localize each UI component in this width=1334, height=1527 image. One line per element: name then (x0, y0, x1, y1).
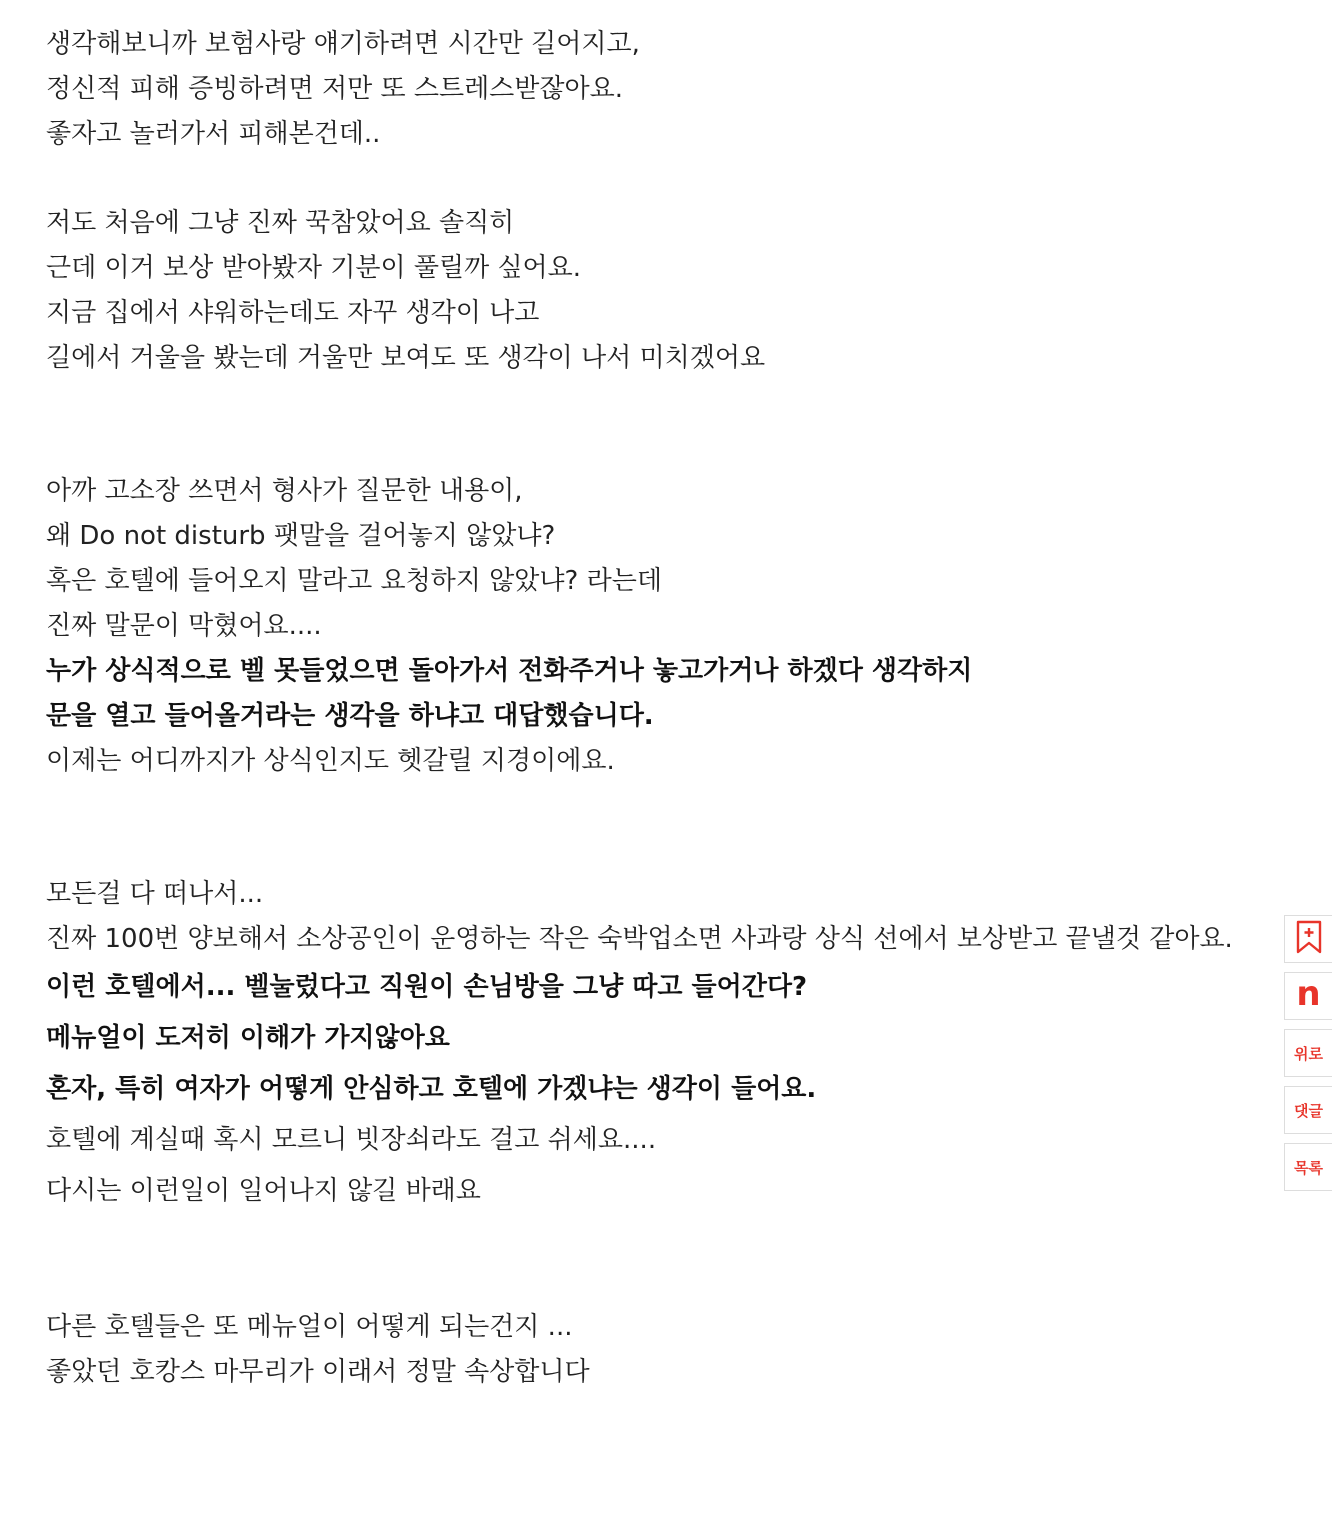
n-button[interactable] (1284, 972, 1332, 1020)
text-line: 생각해보니까 보험사랑 얘기하려면 시간만 길어지고, (46, 29, 640, 59)
text-line: 근데 이거 보상 받아봤자 기분이 풀릴까 싶어요. (46, 253, 582, 283)
bold-text-line: 이런 호텔에서... 벨눌렀다고 직원이 손님방을 그냥 따고 들어간다? (46, 972, 808, 1002)
text-line: 지금 집에서 샤워하는데도 자꾸 생각이 나고 (46, 298, 540, 328)
text-line: 정신적 피해 증빙하려면 저만 또 스트레스받잖아요. (46, 74, 624, 104)
scroll-top-label: 위로 (1294, 1044, 1323, 1063)
bookmark-plus-icon (1295, 920, 1323, 958)
text-line: 호텔에 계실때 혹시 모르니 빗장쇠라도 걸고 쉬세요.... (46, 1125, 657, 1155)
text-line: 아까 고소장 쓰면서 형사가 질문한 내용이, (46, 476, 523, 506)
bold-text-line: 누가 상식적으로 벨 못들었으면 돌아가서 전화주거나 놓고가거나 하겠다 생각하지 (46, 656, 973, 686)
comments-label: 댓글 (1294, 1101, 1323, 1120)
text-line: 진짜 100번 양보해서 소상공인이 운영하는 작은 숙박업소면 사과랑 상식 선에서 보상받고 끝낼것 같아요. (46, 924, 1233, 954)
text-line: 좋았던 호캉스 마무리가 이래서 정말 속상합니다 (46, 1357, 590, 1387)
text-line: 다시는 이런일이 일어나지 않길 바래요 (46, 1176, 481, 1206)
scroll-top-button[interactable] (1284, 1029, 1332, 1077)
bold-text-line: 혼자, 특히 여자가 어떻게 안심하고 호텔에 가겠냐는 생각이 들어요. (46, 1074, 817, 1104)
text-line: 혹은 호텔에 들어오지 말라고 요청하지 않았냐? 라는데 (46, 566, 662, 596)
side-rail (1284, 915, 1334, 1200)
bold-text-line: 문을 열고 들어올거라는 생각을 하냐고 대답했습니다. (46, 701, 654, 731)
text-line: 길에서 거울을 봤는데 거울만 보여도 또 생각이 나서 미치겠어요 (46, 343, 766, 373)
text-line: 좋자고 놀러가서 피해본건데.. (46, 119, 381, 149)
text-line: 다른 호텔들은 또 메뉴얼이 어떻게 되는건지 ... (46, 1312, 573, 1342)
text-line: 모든걸 다 떠나서... (46, 879, 264, 909)
n-logo-icon: n (1296, 974, 1321, 1014)
list-label: 목록 (1294, 1158, 1323, 1177)
list-button[interactable] (1284, 1143, 1332, 1191)
article-body (46, 22, 1276, 1395)
text-line: 저도 처음에 그냥 진짜 꾹참았어요 솔직히 (46, 208, 515, 238)
text-line: 이제는 어디까지가 상식인지도 헷갈릴 지경이에요. (46, 746, 615, 776)
bold-text-line: 메뉴얼이 도저히 이해가 가지않아요 (46, 1023, 450, 1053)
bookmark-button[interactable] (1284, 915, 1332, 963)
text-line: 진짜 말문이 막혔어요.... (46, 611, 322, 641)
comments-button[interactable] (1284, 1086, 1332, 1134)
text-line: 왜 Do not disturb 팻말을 걸어놓지 않았냐? (46, 521, 556, 551)
